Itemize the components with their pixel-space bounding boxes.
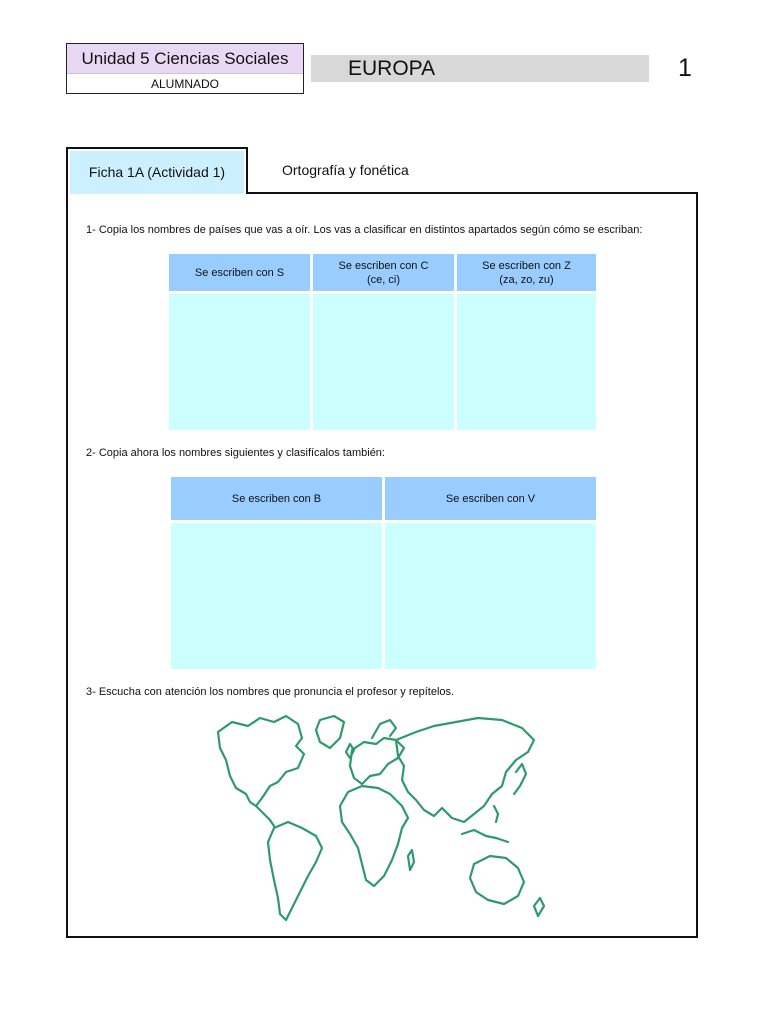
ficha-tab-label: Ficha 1A (Actividad 1) bbox=[70, 151, 244, 194]
column-header-b bbox=[171, 477, 382, 520]
column-header-c-line1: Se escriben con C bbox=[338, 259, 429, 272]
column-header-b-line1: Se escriben con B bbox=[231, 492, 322, 505]
map-scandinavia bbox=[372, 720, 396, 738]
column-header-s bbox=[169, 254, 310, 291]
column-header-z-line1: Se escriben con Z bbox=[482, 259, 571, 272]
topic-title: EUROPA bbox=[348, 57, 436, 80]
map-asia bbox=[396, 718, 534, 822]
answer-cell-c[interactable] bbox=[313, 294, 454, 430]
map-indonesia bbox=[462, 830, 508, 842]
map-central-america bbox=[256, 806, 274, 826]
column-header-v bbox=[385, 477, 596, 520]
map-britain bbox=[346, 744, 354, 758]
answer-cell-b[interactable] bbox=[171, 523, 382, 669]
ficha-tab[interactable] bbox=[66, 147, 248, 194]
instruction-1: 1- Copia los nombres de países que vas a oír. Los vas a clasificar en distintos apartados según cómo se escriban: bbox=[86, 224, 643, 236]
world-map-outline-icon bbox=[212, 710, 548, 924]
unit-subtitle: ALUMNADO bbox=[150, 77, 219, 91]
map-north-america bbox=[218, 716, 304, 806]
map-japan bbox=[514, 764, 526, 794]
column-header-s-line1: Se escriben con S bbox=[194, 266, 285, 279]
instruction-3: 3- Escucha con atención los nombres que pronuncia el profesor y repítelos. bbox=[86, 686, 455, 698]
map-south-america bbox=[268, 822, 322, 920]
column-header-z bbox=[457, 254, 596, 291]
map-australia bbox=[470, 856, 524, 904]
column-header-c-line2: (ce, ci) bbox=[367, 273, 400, 286]
map-africa bbox=[340, 786, 408, 886]
map-new-zealand bbox=[534, 898, 544, 916]
map-greenland bbox=[316, 716, 344, 748]
table-b-v bbox=[171, 477, 596, 669]
answer-cell-v[interactable] bbox=[385, 523, 596, 669]
column-header-c bbox=[313, 254, 454, 291]
instruction-2: 2- Copia ahora los nombres siguientes y clasifícalos también: bbox=[86, 447, 385, 459]
activity-topic: Ortografía y fonética bbox=[282, 162, 409, 178]
table-s-c-z bbox=[169, 254, 596, 430]
map-philippines bbox=[494, 806, 498, 822]
answer-cell-s[interactable] bbox=[169, 294, 310, 430]
column-header-z-line2: (za, zo, zu) bbox=[499, 273, 554, 286]
unit-header-box bbox=[66, 43, 304, 94]
map-madagascar bbox=[408, 850, 414, 870]
unit-title: Unidad 5 Ciencias Sociales bbox=[67, 44, 303, 74]
page-number: 1 bbox=[678, 54, 692, 82]
column-header-v-line1: Se escriben con V bbox=[445, 492, 536, 505]
topic-banner bbox=[311, 55, 649, 82]
answer-cell-z[interactable] bbox=[457, 294, 596, 430]
